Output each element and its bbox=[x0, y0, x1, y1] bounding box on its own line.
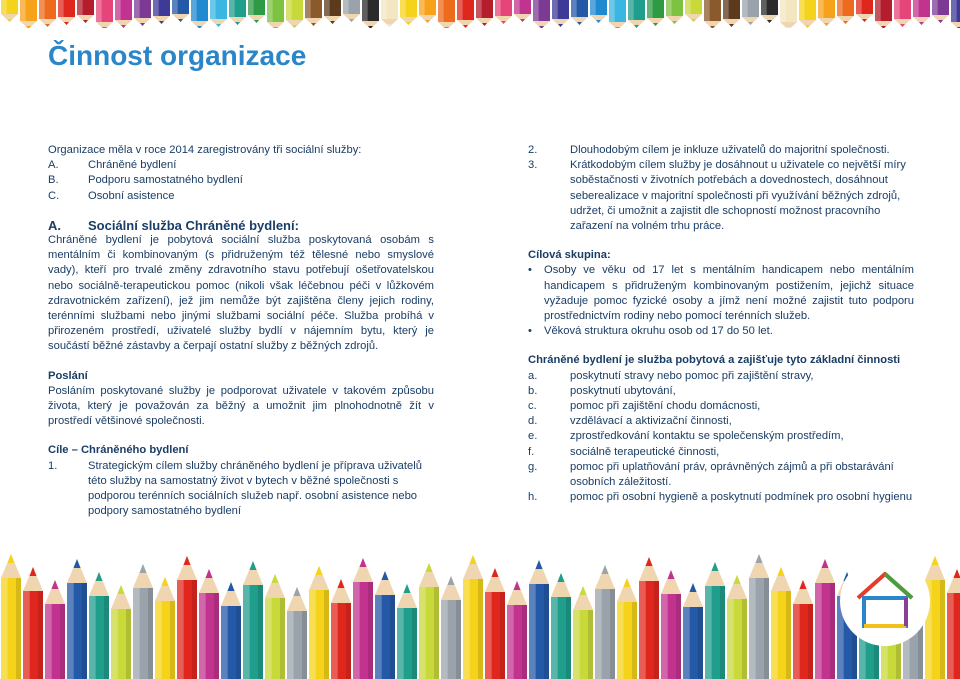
pencil bbox=[793, 580, 813, 679]
service-item bbox=[48, 189, 434, 204]
target-item bbox=[528, 324, 914, 339]
left-column bbox=[48, 143, 434, 519]
pencil bbox=[723, 0, 740, 27]
pencil bbox=[89, 572, 109, 679]
pencil bbox=[419, 0, 436, 23]
activity-item bbox=[528, 490, 914, 505]
target-text: Věková struktura okruhu osob od 17 do 50 let. bbox=[544, 325, 773, 338]
pencil bbox=[761, 0, 778, 23]
activity-item bbox=[528, 414, 914, 429]
pencil bbox=[815, 559, 835, 679]
pencil bbox=[287, 587, 307, 679]
pencil bbox=[172, 0, 189, 22]
pencil bbox=[595, 565, 615, 679]
pencil bbox=[639, 557, 659, 679]
pencil bbox=[96, 0, 113, 28]
service-label: Podporu samostatného bydlení bbox=[88, 174, 243, 187]
goal-item bbox=[528, 143, 914, 158]
pencil bbox=[875, 0, 892, 28]
pencil bbox=[441, 576, 461, 679]
pencil bbox=[155, 577, 175, 679]
pencil bbox=[727, 575, 747, 679]
activity-text: zprostředkování kontaktu se společenským prostředím, bbox=[570, 430, 844, 443]
pencil bbox=[229, 0, 246, 25]
activity-item bbox=[528, 445, 914, 460]
pencil bbox=[925, 556, 945, 679]
target-text: Osoby ve věku od 17 let s mentálním handicapem nebo mentálním handicapem s přidruženým kombinovaným postižením, jejichž situace vyžaduje pomoc fyzické osoby a jímž není možné zajistit tuto podporu prostřednictvím rodiny nebo pomocí terénních služeb. bbox=[544, 264, 914, 323]
pencil bbox=[210, 0, 227, 27]
bullet-icon: • bbox=[528, 264, 532, 277]
pencil bbox=[661, 570, 681, 679]
pencil bbox=[111, 585, 131, 679]
pencil bbox=[799, 0, 816, 28]
pencil bbox=[947, 569, 960, 679]
pencil bbox=[243, 561, 263, 679]
pencil bbox=[267, 0, 284, 28]
target-item bbox=[528, 263, 914, 324]
goal-text: Krátkodobým cílem služby je dosáhnout u uživatele co největší míry soběstačnosti v životních potřebách a dovednostech, dosáhnout seberealizace v majoritní společnosti při využívání běžných zdrojů, udržet, či umožnit a zajistit dle schopností možnost pracovního zařazení na volném trhu práce. bbox=[570, 159, 906, 233]
pencil bbox=[20, 0, 37, 28]
pencil bbox=[324, 0, 341, 24]
goal-text: Dlouhodobým cílem je inkluze uživatelů do majoritní společnosti. bbox=[570, 144, 890, 156]
pencil bbox=[818, 0, 835, 26]
activity-item bbox=[528, 384, 914, 399]
mission-text: Posláním poskytované služby je podporovat uživatele v takovém způsobu života, který je považován za běžný a umožnit jim plnohodnotně žít v prostředí většinové společnosti. bbox=[48, 384, 434, 428]
pencil bbox=[894, 0, 911, 27]
activity-text: sociálně terapeutické činnosti, bbox=[570, 445, 720, 458]
pencil bbox=[419, 563, 439, 679]
pencil bbox=[771, 567, 791, 679]
activity-text: pomoc při zajištění chodu domácnosti, bbox=[570, 400, 761, 413]
goal-text: Strategickým cílem služby chráněného bydlení je příprava uživatelů této služby na samostatný život v bytech v běžné společnosti s podporou terénních sociálních služeb např. osobní asistence nebo podpory samostatného bydlení bbox=[88, 459, 422, 518]
pencil bbox=[286, 0, 303, 28]
bullet-icon: • bbox=[528, 325, 532, 338]
pencil bbox=[666, 0, 683, 24]
pencil bbox=[265, 574, 285, 679]
section-a-heading bbox=[48, 218, 434, 233]
activity-item bbox=[528, 429, 914, 444]
activity-text: vzdělávací a aktivizační činnosti, bbox=[570, 415, 732, 428]
pencil bbox=[115, 0, 132, 28]
pencils-top-border bbox=[0, 0, 960, 28]
service-label: Osobní asistence bbox=[88, 189, 175, 202]
services-list bbox=[48, 158, 434, 204]
activities-heading: Chráněné bydlení je služba pobytová a zajišťuje tyto základní činnosti bbox=[528, 354, 901, 367]
pencil bbox=[951, 0, 960, 28]
list-marker: g. bbox=[528, 460, 538, 473]
list-marker: h. bbox=[528, 491, 538, 504]
pencil bbox=[438, 0, 455, 28]
pencil bbox=[647, 0, 664, 26]
pencil bbox=[457, 0, 474, 28]
list-marker: e. bbox=[528, 430, 538, 443]
pencil bbox=[507, 581, 527, 679]
pencil bbox=[495, 0, 512, 24]
mission-heading: Poslání bbox=[48, 369, 88, 382]
intro-text: Organizace měla v roce 2014 zaregistrovány tři sociální služby: bbox=[48, 144, 362, 156]
pencil bbox=[533, 0, 550, 28]
pencil bbox=[362, 0, 379, 28]
pencil bbox=[39, 0, 56, 27]
pencil bbox=[837, 0, 854, 24]
pencil bbox=[397, 584, 417, 679]
pencil bbox=[221, 582, 241, 679]
pencil bbox=[749, 554, 769, 679]
list-marker: c. bbox=[528, 400, 537, 413]
house-logo bbox=[840, 556, 930, 646]
section-a-marker: A. bbox=[48, 217, 61, 233]
pencil bbox=[463, 555, 483, 679]
pencil bbox=[780, 0, 797, 28]
pencil bbox=[77, 0, 94, 23]
activity-text: poskytnutí ubytování, bbox=[570, 384, 676, 397]
pencil bbox=[685, 0, 702, 22]
pencil bbox=[856, 0, 873, 22]
page-title: Činnost organizace bbox=[48, 40, 307, 71]
list-marker: d. bbox=[528, 415, 538, 428]
activity-item bbox=[528, 399, 914, 414]
pencil bbox=[705, 562, 725, 679]
pencil bbox=[331, 579, 351, 679]
pencil bbox=[476, 0, 493, 26]
pencil bbox=[551, 573, 571, 679]
pencil bbox=[45, 580, 65, 679]
pencil bbox=[514, 0, 531, 22]
pencil bbox=[400, 0, 417, 25]
list-marker: f. bbox=[528, 445, 535, 458]
list-marker: B. bbox=[48, 174, 59, 187]
pencil bbox=[571, 0, 588, 25]
pencil bbox=[529, 560, 549, 679]
pencil bbox=[58, 0, 75, 25]
pencil bbox=[23, 567, 43, 679]
right-column bbox=[528, 143, 914, 505]
activity-text: poskytnutí stravy nebo pomoc při zajištění stravy, bbox=[570, 369, 814, 382]
service-label: Chráněné bydlení bbox=[88, 159, 177, 172]
pencil bbox=[381, 0, 398, 27]
pencil bbox=[683, 583, 703, 679]
list-marker: a. bbox=[528, 369, 538, 382]
activity-text: pomoc při uplatňování práv, oprávněných zájmů a při obstarávání osobních záležitostí. bbox=[570, 460, 894, 489]
pencil bbox=[704, 0, 721, 28]
section-a-text: Chráněné bydlení je pobytová sociální služba poskytovaná osobám s mentálním či kombinovaným (s přidruženým též tělesné nebo smyslové vady), kteří pro trvalé změny zdravotního stavu potřebují ošetřovatelskou nebo sociálně-terapeutickou pomoc (nikoli však léčebnou péči v lůžkovém zdravotnickém zařízení), jež jim nemůže být zajištěna členy jejich rodiny, terénními službami nebo jinými službami sociální péče. Služba probíhá v přirozeném prostředí, uživatelé služby bydlí v nájemním bytu, který je součástí běžné zástavby a čerpají ostatní služby z běžných zdrojů. bbox=[48, 234, 434, 353]
pencil bbox=[177, 556, 197, 679]
pencil bbox=[932, 0, 949, 23]
pencil bbox=[1, 554, 21, 679]
pencil bbox=[552, 0, 569, 27]
pencil bbox=[134, 0, 151, 26]
list-marker: A. bbox=[48, 159, 59, 172]
goals-heading: Cíle – Chráněného bydlení bbox=[48, 444, 189, 457]
activity-item bbox=[528, 369, 914, 384]
pencil bbox=[913, 0, 930, 25]
list-marker: C. bbox=[48, 189, 60, 202]
pencil bbox=[67, 559, 87, 679]
list-marker: 2. bbox=[528, 144, 538, 156]
pencil bbox=[153, 0, 170, 24]
pencil bbox=[309, 566, 329, 679]
pencil bbox=[1, 0, 18, 22]
pencil bbox=[199, 569, 219, 679]
pencil bbox=[573, 586, 593, 679]
goal-item bbox=[528, 158, 914, 234]
pencil bbox=[485, 568, 505, 679]
activity-item bbox=[528, 460, 914, 490]
list-marker: 3. bbox=[528, 159, 538, 172]
service-item bbox=[48, 173, 434, 188]
list-marker: b. bbox=[528, 384, 538, 397]
target-group-heading: Cílová skupina: bbox=[528, 249, 611, 262]
service-item bbox=[48, 158, 434, 173]
pencil bbox=[191, 0, 208, 28]
pencil bbox=[375, 571, 395, 679]
section-a-title: Sociální služba Chráněné bydlení: bbox=[88, 217, 299, 233]
list-marker: 1. bbox=[48, 459, 58, 472]
pencil bbox=[617, 578, 637, 679]
pencil bbox=[343, 0, 360, 22]
pencil bbox=[305, 0, 322, 26]
pencil bbox=[742, 0, 759, 25]
pencil bbox=[248, 0, 265, 23]
house-logo-icon bbox=[854, 568, 916, 630]
pencil bbox=[133, 564, 153, 679]
pencil bbox=[628, 0, 645, 28]
pencil bbox=[590, 0, 607, 23]
pencils-bottom-border bbox=[0, 548, 960, 679]
goal-item bbox=[48, 459, 434, 520]
pencil bbox=[353, 558, 373, 679]
activity-text: pomoc při osobní hygieně a poskytnutí podmínek pro osobní hygienu bbox=[570, 491, 913, 504]
pencil bbox=[609, 0, 626, 28]
